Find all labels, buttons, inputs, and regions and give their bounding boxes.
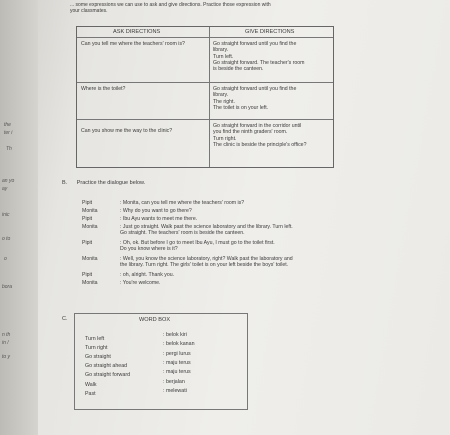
word-indonesian: : melewati [163,388,187,394]
give-line: Go straight forward in the corridor until [213,123,302,129]
give-cell [213,41,331,72]
header-ask-directions: ASK DIRECTIONS [113,29,161,35]
give-cell [213,86,331,111]
word-english: Past [85,391,96,397]
dialogue-text [120,200,370,206]
dialogue-text [120,208,370,214]
word-english: Go straight [85,354,111,360]
dialogue-text [120,216,370,222]
speaker-name: Pipit [82,240,93,246]
intro-line-1: ... some expressions we can use to ask and give directions. Practice those expression with [70,2,271,8]
word-indonesian: : belok kiri [163,332,187,338]
dialogue-text-line: : Why do you want to go there? [120,208,192,214]
speaker-name: Pipit [82,272,93,278]
margin-note: n th [2,332,11,338]
ask-cell [81,128,207,134]
give-line: Go straight forward. The teacher's room [213,59,305,66]
section-b-heading [62,180,145,186]
header-give-directions: GIVE DIRECTIONS [245,29,295,35]
row-divider [77,119,333,120]
margin-note: inic [2,212,10,218]
give-cell [213,123,331,148]
dialogue-text [120,280,370,286]
give-line: The clinic is beside the principle's office? [213,141,307,148]
give-line: The right. [213,98,235,105]
ask-text: Can you tell me where the teachers' room is? [81,41,185,47]
column-divider [209,27,210,167]
dialogue-text-line: : You're welcome. [120,280,161,286]
section-b-title: Practice the dialogue below. [76,180,146,186]
speaker-name: Monita [82,224,98,230]
word-english: Go straight ahead [85,363,128,369]
word-english: Walk [85,382,97,388]
section-b-label: B. [62,180,68,186]
speaker-name: Pipit [82,200,93,206]
intro-line-2: your classmates. [70,8,108,14]
dialogue-text-line: : Oh, ok. But before I go to meet Ibu Ayu, I must go to the toilet first. [120,240,275,246]
margin-note: the [4,122,11,128]
ask-text: Where is the toilet? [81,86,126,92]
row-divider [77,82,333,83]
margin-note: an yo [2,178,15,184]
word-indonesian: : maju terus [163,369,191,375]
word-english: Turn right [85,345,108,351]
dialogue-text-line: : Well, you know the science laboratory, right? Walk past the laboratory and [120,256,293,262]
dialogue-text-line: the library. Turn right. The girls' toilet is on your left beside the boys' toilet. [120,262,289,268]
speaker-name: Pipit [82,216,93,222]
give-line: library. [213,92,229,99]
ask-text: Can you show me the way to the clinic? [81,128,173,134]
section-c-label: C. [62,316,68,322]
dialogue-text [120,272,370,278]
speaker-name: Monita [82,256,98,262]
give-line: Turn right. [213,135,237,142]
margin-note: Th [6,146,12,152]
margin-note: bora [2,284,13,290]
give-line: you find the ninth graders' room. [213,129,288,136]
directions-table [76,26,334,168]
margin-note: ay [2,186,8,192]
word-indonesian: : maju terus [163,360,191,366]
give-line: library. [213,47,229,54]
word-indonesian: : belok kanan [163,341,195,347]
word-indonesian: : berjalan [163,379,185,385]
dialogue-text-line: Do you know where is it? [120,246,178,252]
speaker-name: Monita [82,280,98,286]
give-line: Go straight forward until you find the [213,86,297,92]
margin-note: ter i [4,130,13,136]
ask-cell [81,86,207,92]
word-indonesian: : pergi lurus [163,351,191,357]
word-english: Turn left [85,336,105,342]
dialogue-text-line: : Monita, can you tell me where the teachers' room is? [120,200,245,206]
ask-cell [81,41,207,47]
dialogue-text [120,256,370,268]
give-line: The toilet is on your left. [213,104,269,111]
give-line: Go straight forward until you find the [213,41,297,47]
margin-note: in / [2,340,9,346]
dialogue-text-line: : Ibu Ayu wants to meet me there. [120,216,198,222]
intro-text [70,2,430,14]
margin-note: o [4,256,7,262]
dialogue-text-line: : oh, alright. Thank you. [120,272,175,278]
margin-note: to y [2,354,11,360]
margin-note: o to [2,236,11,242]
word-english: Go straight forward [85,372,131,378]
word-box [74,313,248,410]
speaker-name: Monita [82,208,98,214]
dialogue-text-line: : Just go straight. Walk past the science laboratory and the library. Turn left. [120,224,293,230]
word-box-title: WORD BOX [139,317,171,323]
give-line: Turn left. [213,53,234,60]
dialogue-text [120,240,370,252]
dialogue-text [120,224,370,236]
row-divider [77,37,333,38]
dialogue-text-line: Go straight. The teachers' room is beside the canteen. [120,230,245,236]
give-line: is beside the canteen. [213,66,264,73]
